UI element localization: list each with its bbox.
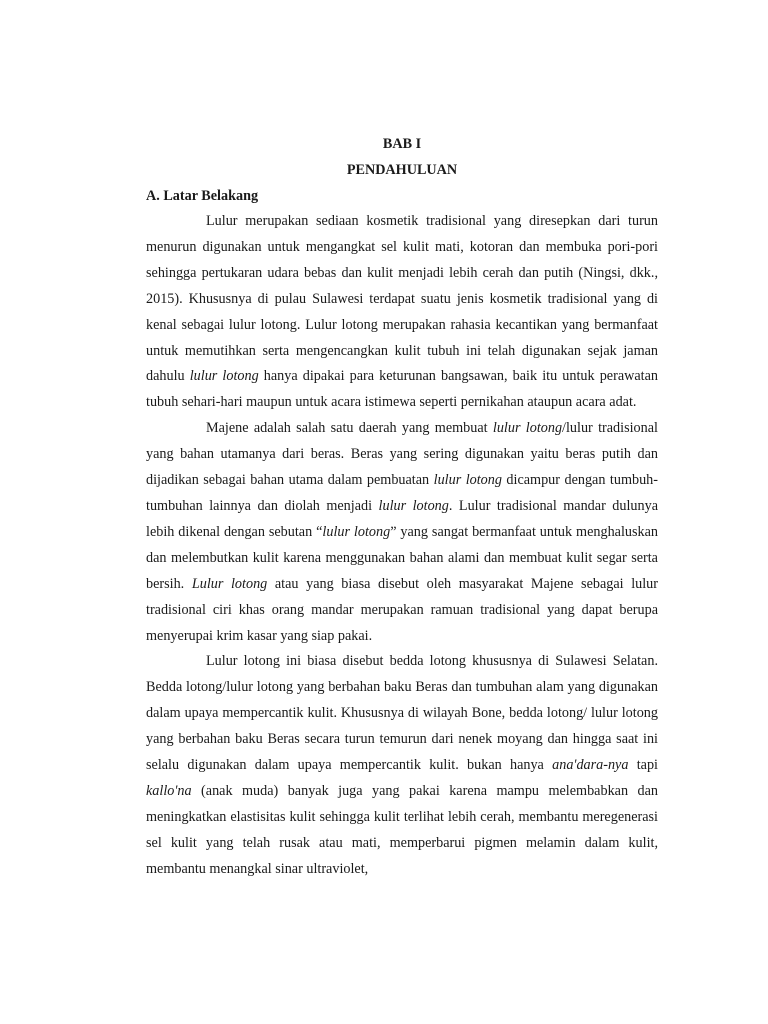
italic-term: lulur lotong [433,472,502,489]
text-run: Lulur lotong ini biasa disebut bedda lotong khususnya di Sulawesi Selatan. Bedda lotong/lulur lotong yang berbahan baku Beras dan tumbuhan alam yang digunakan dalam upaya mempercantik kulit. Khususnya di wilayah Bone, bedda lotong/ lulur lotong yang berbahan baku Beras secara turun temurun dari nenek moyang dan hingga saat ini selalu digunakan dalam upaya mempercantik kulit. bukan hanya [146,653,658,774]
text-run: ” yang sangat bermanfaat untuk menghaluskan dan melembutkan kulit karena menggunakan bahan alami dan membuat kulit segar serta bersih. [146,523,658,592]
text-run: Lulur merupakan sediaan kosmetik tradisional yang diresepkan dari turun menurun digunakan untuk mengangkat sel kulit mati, kotoran dan membuka pori-pori sehingga pertukaran udara bebas dan kulit menjadi lebih cerah dan putih (Ningsi, dkk., 2015). Khususnya di pulau Sulawesi terdapat suatu jenis kosmetik tradisional yang di kenal sebagai lulur lotong. Lulur lotong merupakan rahasia kecantikan yang bermanfaat untuk memutihkan serta mengencangkan kulit tubuh ini telah digunakan sejak jaman dahulu [146,213,658,385]
italic-term: lulur lotong [378,497,449,514]
text-run: /lulur tradisional yang bahan utamanya dari beras. Beras yang sering digunakan yaitu beras putih dan dijadikan sebagai bahan utama dalam pembuatan [146,420,658,489]
text-run: hanya dipakai para keturunan bangsawan, baik itu untuk perawatan tubuh sehari-hari maupun untuk acara istimewa seperti pernikahan ataupun acara adat. [146,368,658,411]
body-text [146,209,658,883]
text-run: (anak muda) banyak juga yang pakai karena mampu melembabkan dan meningkatkan elastisitas kulit sehingga kulit terlihat lebih cerah, membantu meregenerasi sel kulit yang telah rusak atau mati, memperbarui pigmen melamin dalam kulit, membantu menangkal sinar ultraviolet, [146,782,658,877]
text-run: atau yang biasa disebut oleh masyarakat Majene sebagai lulur tradisional ciri khas orang mandar merupakan ramuan tradisional yang dapat berupa menyerupai krim kasar yang siap pakai. [146,575,658,644]
text-run: dicampur dengan tumbuh-tumbuhan lainnya dan diolah menjadi [146,472,658,514]
paragraph [146,649,658,882]
italic-term: lulur lotong [492,420,563,437]
page-content [146,131,658,883]
text-run: Majene adalah salah satu daerah yang membuat [206,420,493,437]
paragraph [146,209,658,416]
italic-term: kallo'na [146,782,192,799]
italic-term: ana'dara-nya [552,757,629,774]
chapter-number: BAB I [382,136,422,152]
paragraph [146,416,658,649]
section-heading: A. Latar Belakang [146,188,259,204]
chapter-title: PENDAHULUAN [346,162,458,178]
text-run: . Lulur tradisional mandar dulunya lebih dikenal dengan sebutan “ [146,497,658,540]
italic-term: lulur lotong [322,523,391,540]
text-run: tapi [628,757,658,774]
italic-term: lulur lotong [189,368,259,385]
italic-term: Lulur lotong [191,575,268,592]
